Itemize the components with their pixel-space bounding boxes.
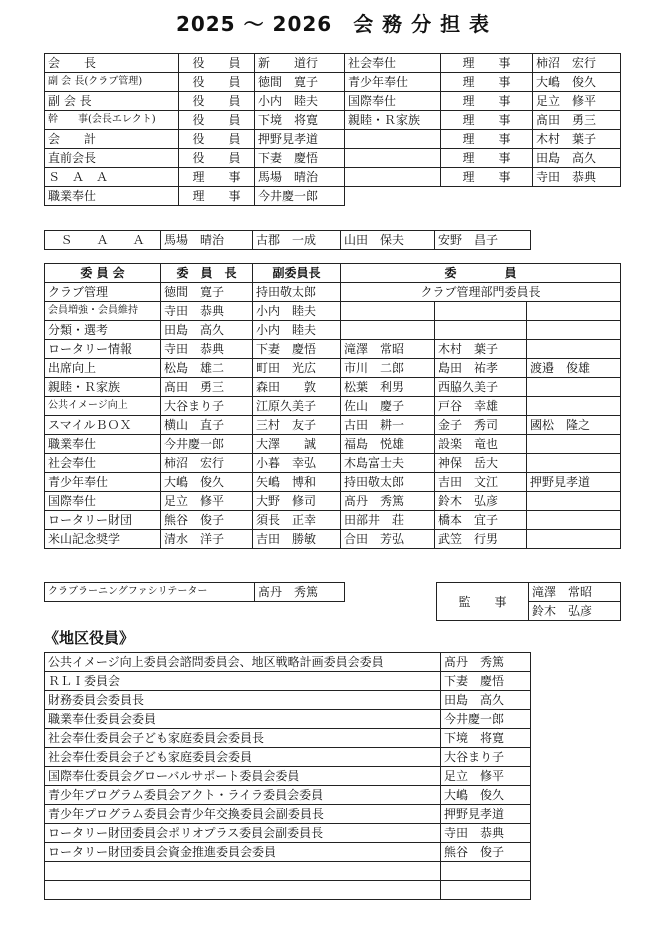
committee-name: 親睦・Ｒ家族 <box>45 378 161 397</box>
committee-member: 古田 耕一 <box>341 416 435 435</box>
saa-table <box>44 230 531 250</box>
committee-vice-chair: 持田敬太郎 <box>253 283 341 302</box>
committee-chair: 横山 直子 <box>161 416 253 435</box>
committee-member <box>527 302 621 321</box>
committee-chair: 寺田 恭典 <box>161 340 253 359</box>
committee-row <box>45 530 621 549</box>
officer-role <box>345 130 441 149</box>
district-name: 足立 修平 <box>441 767 531 786</box>
district-row <box>45 824 531 843</box>
district-role: 財務委員会委員長 <box>45 691 441 710</box>
committee-name: 公共イメージ向上 <box>45 397 161 416</box>
officer-kind: 理 事 <box>441 149 533 168</box>
committee-name: ロータリー情報 <box>45 340 161 359</box>
officer-role: 親睦・Ｒ家族 <box>345 111 441 130</box>
header-chair: 委 員 長 <box>161 264 253 283</box>
committee-row <box>45 302 621 321</box>
committee-row <box>45 473 621 492</box>
committee-member: 松葉 利男 <box>341 378 435 397</box>
header-committee: 委 員 会 <box>45 264 161 283</box>
officer-role <box>345 149 441 168</box>
committee-row <box>45 492 621 511</box>
committee-member: 戸谷 幸雄 <box>435 397 527 416</box>
district-row <box>45 862 531 881</box>
officer-row <box>345 130 621 149</box>
officer-name: 足立 修平 <box>533 92 621 111</box>
committee-name: スマイルＢＯＸ <box>45 416 161 435</box>
district-role: 国際奉仕委員会グローバルサポート委員会委員 <box>45 767 441 786</box>
officer-role: 副 会 長 <box>45 92 179 111</box>
committee-member: 福島 悦雄 <box>341 435 435 454</box>
committee-member <box>527 454 621 473</box>
committee-member: 押野見孝道 <box>527 473 621 492</box>
district-role: 青少年プログラム委員会青少年交換委員会副委員長 <box>45 805 441 824</box>
district-role <box>45 862 441 881</box>
district-role: ＲＬＩ委員会 <box>45 672 441 691</box>
district-row <box>45 843 531 862</box>
committee-member <box>435 321 527 340</box>
committee-vice-chair: 吉田 勝敏 <box>253 530 341 549</box>
officer-role: 職業奉仕 <box>45 187 179 206</box>
officer-name: 馬場 晴治 <box>255 168 345 187</box>
officer-row <box>345 54 621 73</box>
officer-row <box>45 92 345 111</box>
saa-row <box>45 231 531 250</box>
district-name: 下妻 慶悟 <box>441 672 531 691</box>
committee-member: 田部井 荘 <box>341 511 435 530</box>
district-name: 寺田 恭典 <box>441 824 531 843</box>
committee-member: 西脇久美子 <box>435 378 527 397</box>
auditor-label: 監 事 <box>437 583 529 621</box>
officer-name: 柿沼 宏行 <box>533 54 621 73</box>
district-row <box>45 748 531 767</box>
committee-member: 鈴木 弘彦 <box>435 492 527 511</box>
committee-vice-chair: 須長 正幸 <box>253 511 341 530</box>
officer-role: 青少年奉仕 <box>345 73 441 92</box>
officer-name: 髙田 勇三 <box>533 111 621 130</box>
facilitator-name: 髙丹 秀篤 <box>255 583 345 602</box>
officer-kind: 役 員 <box>179 111 255 130</box>
officer-row <box>345 73 621 92</box>
committee-member: 吉田 文江 <box>435 473 527 492</box>
committee-vice-chair: 三村 友子 <box>253 416 341 435</box>
officer-row <box>45 187 345 206</box>
committee-member: 滝澤 常昭 <box>341 340 435 359</box>
officer-name: 大嶋 俊久 <box>533 73 621 92</box>
committee-name: 社会奉仕 <box>45 454 161 473</box>
committee-chair: 今井慶一郎 <box>161 435 253 454</box>
committee-vice-chair: 下妻 慶悟 <box>253 340 341 359</box>
committee-member: 市川 二郎 <box>341 359 435 378</box>
officer-role: 直前会長 <box>45 149 179 168</box>
committee-name: クラブ管理 <box>45 283 161 302</box>
committee-row <box>45 378 621 397</box>
committee-member: 武笠 行男 <box>435 530 527 549</box>
committee-vice-chair: 江原久美子 <box>253 397 341 416</box>
district-name: 大谷まり子 <box>441 748 531 767</box>
district-row <box>45 672 531 691</box>
committee-name: 出席向上 <box>45 359 161 378</box>
committee-vice-chair: 大野 修司 <box>253 492 341 511</box>
committee-chair: 清水 洋子 <box>161 530 253 549</box>
committee-header-row <box>45 264 621 283</box>
officer-kind: 役 員 <box>179 54 255 73</box>
header-members: 委 員 <box>341 264 621 283</box>
officer-kind: 理 事 <box>179 187 255 206</box>
district-name: 押野見孝道 <box>441 805 531 824</box>
saa-member: 古郡 一成 <box>253 231 341 250</box>
committee-member <box>435 302 527 321</box>
committee-vice-chair: 小内 睦夫 <box>253 302 341 321</box>
committee-member: 佐山 慶子 <box>341 397 435 416</box>
committee-member: 渡邉 俊雄 <box>527 359 621 378</box>
district-row <box>45 881 531 900</box>
officer-row <box>345 111 621 130</box>
officer-row <box>345 168 621 187</box>
officer-row <box>45 73 345 92</box>
officer-name: 田島 高久 <box>533 149 621 168</box>
district-name: 今井慶一郎 <box>441 710 531 729</box>
officer-row <box>345 149 621 168</box>
officer-name: 新 道行 <box>255 54 345 73</box>
facilitator-row <box>45 583 345 602</box>
district-name: 下境 将寛 <box>441 729 531 748</box>
committee-member <box>527 492 621 511</box>
committee-table <box>44 263 621 549</box>
committee-member: 持田敬太郎 <box>341 473 435 492</box>
committee-name: 米山記念奨学 <box>45 530 161 549</box>
auditor-table <box>436 582 621 621</box>
district-role: 公共イメージ向上委員会諮問委員会、地区戦略計画委員会委員 <box>45 653 441 672</box>
facilitator-table <box>44 582 345 602</box>
district-row <box>45 653 531 672</box>
district-role <box>45 881 441 900</box>
officer-role: Ｓ Ａ Ａ <box>45 168 179 187</box>
committee-member <box>527 340 621 359</box>
officers-table-left <box>44 53 345 206</box>
officer-role <box>345 168 441 187</box>
officer-kind: 理 事 <box>179 168 255 187</box>
committee-member: 橋本 宜子 <box>435 511 527 530</box>
committee-name: 国際奉仕 <box>45 492 161 511</box>
committee-member: 金子 秀司 <box>435 416 527 435</box>
district-heading: 《地区役員》 <box>44 629 135 647</box>
saa-member: 安野 昌子 <box>435 231 531 250</box>
auditor-row <box>437 583 621 602</box>
district-name <box>441 862 531 881</box>
officer-kind: 理 事 <box>441 54 533 73</box>
district-role: 青少年プログラム委員会アクト・ライラ委員会委員 <box>45 786 441 805</box>
officer-row <box>45 149 345 168</box>
district-name: 大嶋 俊久 <box>441 786 531 805</box>
officer-kind: 理 事 <box>441 111 533 130</box>
officer-role: 国際奉仕 <box>345 92 441 111</box>
district-row <box>45 767 531 786</box>
saa-label: Ｓ Ａ Ａ <box>45 231 161 250</box>
committee-member: 髙丹 秀篤 <box>341 492 435 511</box>
committee-row <box>45 359 621 378</box>
committee-vice-chair: 小暮 幸弘 <box>253 454 341 473</box>
officer-row <box>45 111 345 130</box>
committee-vice-chair: 町田 光広 <box>253 359 341 378</box>
committee-row <box>45 435 621 454</box>
officer-kind: 理 事 <box>441 168 533 187</box>
officers-table-right <box>344 53 621 187</box>
committee-member: クラブ管理部門委員長 <box>341 283 621 302</box>
officer-role: 幹 事(会長エレクト) <box>45 111 179 130</box>
committee-chair: 寺田 恭典 <box>161 302 253 321</box>
committee-chair: 柿沼 宏行 <box>161 454 253 473</box>
committee-member: 合田 芳弘 <box>341 530 435 549</box>
committee-chair: 足立 修平 <box>161 492 253 511</box>
committee-name: ロータリー財団 <box>45 511 161 530</box>
officer-role: 会 計 <box>45 130 179 149</box>
officer-role: 社会奉仕 <box>345 54 441 73</box>
committee-member: 國松 隆之 <box>527 416 621 435</box>
committee-member <box>527 530 621 549</box>
committee-name: 会員増強・会員維持 <box>45 302 161 321</box>
committee-chair: 大嶋 俊久 <box>161 473 253 492</box>
committee-member: 島田 祐孝 <box>435 359 527 378</box>
district-row <box>45 710 531 729</box>
district-role: ロータリー財団委員会資金推進委員会委員 <box>45 843 441 862</box>
page-title: 2025 ～ 2026 会 務 分 担 表 <box>175 12 491 36</box>
committee-vice-chair: 森田 敦 <box>253 378 341 397</box>
committee-row <box>45 416 621 435</box>
officer-kind: 役 員 <box>179 130 255 149</box>
officer-row <box>45 130 345 149</box>
committee-row <box>45 454 621 473</box>
facilitator-label: クラブラーニングファシリテーター <box>45 583 255 602</box>
officer-row <box>45 54 345 73</box>
officer-kind: 役 員 <box>179 92 255 111</box>
committee-chair: 松島 雄二 <box>161 359 253 378</box>
officer-row <box>345 92 621 111</box>
committee-row <box>45 321 621 340</box>
district-row <box>45 786 531 805</box>
committee-name: 職業奉仕 <box>45 435 161 454</box>
district-row <box>45 729 531 748</box>
officer-name: 下妻 慶悟 <box>255 149 345 168</box>
officer-name: 木村 葉子 <box>533 130 621 149</box>
officer-kind: 理 事 <box>441 130 533 149</box>
committee-chair: 徳間 寛子 <box>161 283 253 302</box>
committee-name: 青少年奉仕 <box>45 473 161 492</box>
committee-row <box>45 283 621 302</box>
committee-row <box>45 511 621 530</box>
officer-role: 会 長 <box>45 54 179 73</box>
officer-name: 今井慶一郎 <box>255 187 345 206</box>
committee-member <box>527 435 621 454</box>
committee-chair: 髙田 勇三 <box>161 378 253 397</box>
officer-kind: 理 事 <box>441 73 533 92</box>
district-name <box>441 881 531 900</box>
committee-name: 分類・選考 <box>45 321 161 340</box>
committee-member <box>341 321 435 340</box>
committee-member <box>527 321 621 340</box>
header-vice-chair: 副委員長 <box>253 264 341 283</box>
district-role: 社会奉仕委員会子ども家庭委員会委員長 <box>45 729 441 748</box>
officer-name: 小内 睦夫 <box>255 92 345 111</box>
district-name: 熊谷 俊子 <box>441 843 531 862</box>
auditor-name: 滝澤 常昭 <box>529 583 621 602</box>
committee-member <box>527 511 621 530</box>
officer-name: 押野見孝道 <box>255 130 345 149</box>
committee-chair: 田島 高久 <box>161 321 253 340</box>
committee-row <box>45 397 621 416</box>
officer-name: 下境 将寛 <box>255 111 345 130</box>
district-name: 田島 高久 <box>441 691 531 710</box>
committee-chair: 熊谷 俊子 <box>161 511 253 530</box>
committee-row <box>45 340 621 359</box>
committee-member <box>527 378 621 397</box>
saa-member: 馬場 晴治 <box>161 231 253 250</box>
committee-vice-chair: 大澤 誠 <box>253 435 341 454</box>
officer-row <box>45 168 345 187</box>
committee-member: 設楽 竜也 <box>435 435 527 454</box>
committee-member: 木村 葉子 <box>435 340 527 359</box>
committee-vice-chair: 矢嶋 博和 <box>253 473 341 492</box>
officer-name: 徳間 寛子 <box>255 73 345 92</box>
district-row <box>45 805 531 824</box>
district-table <box>44 652 531 900</box>
district-role: 社会奉仕委員会子ども家庭委員会委員 <box>45 748 441 767</box>
auditor-name: 鈴木 弘彦 <box>529 602 621 621</box>
officer-kind: 役 員 <box>179 73 255 92</box>
district-name: 髙丹 秀篤 <box>441 653 531 672</box>
district-role: 職業奉仕委員会委員 <box>45 710 441 729</box>
officer-kind: 役 員 <box>179 149 255 168</box>
committee-member: 神保 岳大 <box>435 454 527 473</box>
officer-kind: 理 事 <box>441 92 533 111</box>
committee-member <box>527 397 621 416</box>
committee-vice-chair: 小内 睦夫 <box>253 321 341 340</box>
committee-member: 木島富士夫 <box>341 454 435 473</box>
district-role: ロータリー財団委員会ポリオプラス委員会副委員長 <box>45 824 441 843</box>
committee-chair: 大谷まり子 <box>161 397 253 416</box>
committee-member <box>341 302 435 321</box>
officer-name: 寺田 恭典 <box>533 168 621 187</box>
saa-member: 山田 保夫 <box>341 231 435 250</box>
officer-role: 副 会 長(クラブ管理) <box>45 73 179 92</box>
district-row <box>45 691 531 710</box>
